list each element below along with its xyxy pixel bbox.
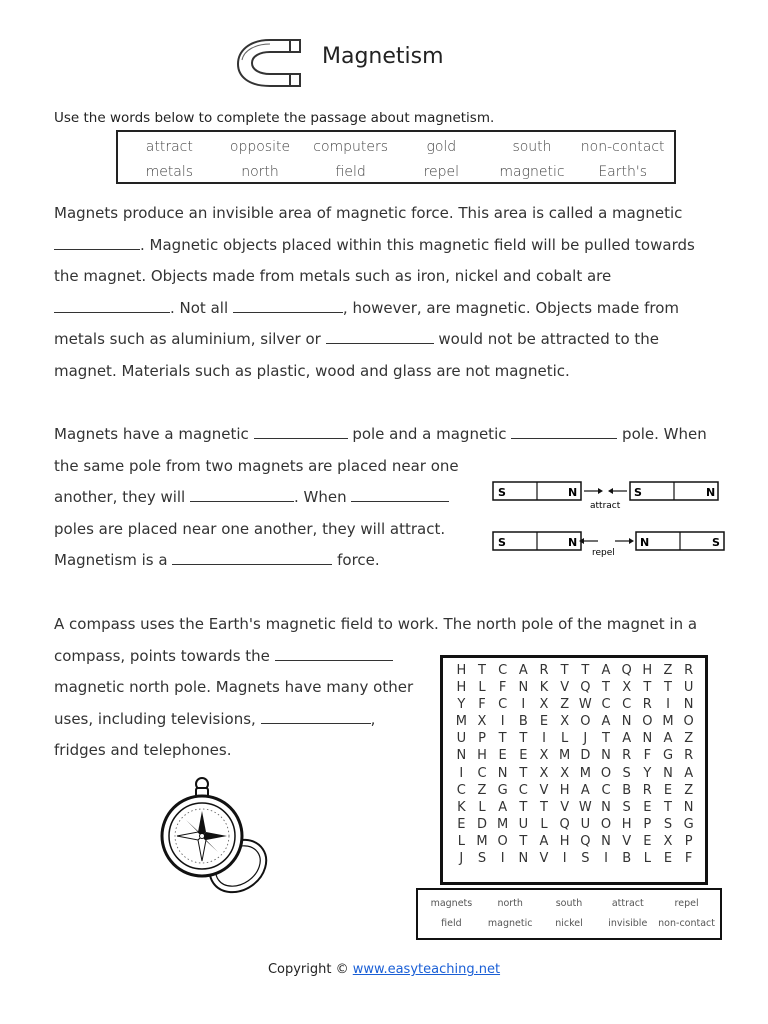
passage-text: would not be attracted to the [438, 330, 660, 348]
passage-text: compass, points towards the [54, 646, 270, 665]
word-search-letter[interactable]: M [497, 816, 509, 832]
word-search-letter[interactable]: P [684, 833, 693, 849]
word-search-word: magnetic [487, 918, 533, 929]
word-search-letter[interactable]: A [580, 782, 590, 798]
answer-blank[interactable] [54, 233, 140, 250]
word-search-letter[interactable]: A [684, 765, 694, 781]
word-bank-item: repel [423, 164, 460, 180]
word-search-word: field [441, 918, 462, 929]
passage-text: pole. When [622, 425, 707, 443]
word-search-letter[interactable]: M [476, 833, 488, 849]
word-bank-item: north [241, 164, 279, 180]
word-search-letter[interactable]: N [621, 714, 632, 730]
word-search-letter[interactable]: E [539, 714, 549, 730]
word-search-letter[interactable]: K [539, 680, 549, 696]
word-search-letter[interactable]: T [643, 680, 652, 696]
word-search-letter[interactable]: O [497, 833, 508, 849]
word-bank [116, 130, 676, 184]
word-search-letter[interactable]: A [518, 663, 528, 678]
word-search-letter[interactable]: J [459, 851, 464, 867]
word-search-letter[interactable]: R [684, 748, 694, 764]
pole-label: N [640, 536, 650, 549]
answer-blank[interactable] [326, 327, 434, 344]
word-search-letter[interactable]: R [642, 697, 652, 713]
copyright-text: Copyright © [267, 962, 349, 977]
word-search-letter[interactable]: I [459, 765, 464, 781]
word-search-letter[interactable]: T [519, 833, 528, 849]
word-search-letter[interactable]: A [601, 714, 611, 730]
passage-text: metals such as aluminium, silver or [54, 330, 321, 348]
word-search-letter[interactable]: A [663, 731, 673, 747]
word-search-letter[interactable]: P [643, 816, 652, 832]
word-search-letter[interactable]: T [478, 663, 486, 678]
word-search-letter[interactable]: S [622, 799, 631, 815]
passage-field [54, 198, 714, 387]
passage-text: magnet. Materials such as plastic, wood and glass are not magnetic. [54, 361, 570, 380]
word-search-letter[interactable]: Y [457, 697, 466, 713]
word-search-letter[interactable]: C [601, 697, 611, 713]
repel-label: repel [592, 548, 615, 558]
pole-label: N [568, 536, 578, 549]
pole-label: S [712, 536, 720, 549]
word-search-letter[interactable]: N [642, 731, 653, 747]
word-search-letter[interactable]: G [683, 816, 694, 832]
word-search-letter[interactable]: I [521, 697, 526, 713]
word-search-letter[interactable]: E [643, 833, 652, 849]
word-search-letter[interactable]: C [622, 697, 632, 713]
word-search-letter[interactable]: E [663, 782, 673, 798]
word-search-letter[interactable]: M [662, 714, 674, 730]
word-search-letter[interactable]: O [600, 816, 612, 832]
word-search-letter[interactable]: E [519, 748, 528, 764]
word-search-letter[interactable]: E [643, 799, 652, 815]
word-search-letter[interactable]: T [498, 731, 507, 747]
word-search-letter[interactable]: R [539, 663, 549, 678]
passage-text: . Not all [170, 298, 229, 317]
word-search-word: north [497, 898, 523, 909]
word-search-letter[interactable]: F [684, 851, 693, 867]
passage-text: Magnets have a magnetic [54, 425, 249, 443]
word-search-letter[interactable]: V [539, 782, 549, 798]
word-search-letter[interactable]: O [600, 765, 612, 781]
word-search-letter[interactable]: R [622, 748, 632, 764]
word-search-letter[interactable]: T [664, 680, 672, 696]
pole-label: N [568, 486, 578, 499]
word-search-letter[interactable]: X [663, 833, 673, 849]
answer-blank[interactable] [351, 485, 449, 502]
word-search-letter[interactable]: N [497, 765, 508, 781]
word-search-letter[interactable]: K [457, 799, 466, 815]
magnet-pair-attract [493, 482, 718, 511]
word-search-letter[interactable]: V [560, 799, 570, 815]
word-search-letter[interactable]: M [579, 765, 591, 781]
word-search-letter[interactable]: R [642, 782, 652, 798]
answer-blank[interactable] [190, 485, 294, 502]
word-search-word: repel [674, 898, 699, 909]
word-search-word: attract [611, 898, 644, 909]
word-search-letter[interactable]: N [518, 680, 529, 696]
word-search-word: invisible [608, 918, 648, 929]
word-search-letter[interactable]: B [622, 851, 632, 867]
word-search-letter[interactable]: X [539, 765, 549, 781]
word-search-letter[interactable]: I [666, 697, 670, 713]
word-bank-item: south [512, 139, 552, 155]
passage-text: Magnets produce an invisible area of magnetic force. This area is called a magnetic [54, 204, 683, 222]
word-search-letter[interactable]: F [643, 748, 652, 764]
word-search-letter[interactable]: H [642, 663, 653, 678]
word-search-letter[interactable]: F [478, 697, 486, 713]
word-search-letter[interactable]: I [500, 714, 505, 730]
answer-blank[interactable] [275, 644, 393, 661]
word-search-letter[interactable]: Z [663, 663, 673, 678]
word-search-letter[interactable]: A [601, 663, 611, 678]
word-search-letter[interactable]: H [456, 663, 467, 678]
word-search-letter[interactable]: O [642, 714, 653, 730]
word-search-letter[interactable]: T [519, 799, 528, 815]
word-search-letter[interactable]: A [622, 731, 632, 747]
passage-text: the same pole from two magnets are placed near one [54, 456, 459, 475]
word-search-word: non-contact [658, 918, 715, 929]
passage-text: another, they will [54, 488, 186, 506]
passage-text: A compass uses the Earth's magnetic field to work. The north pole of the magnet in a [54, 615, 698, 633]
word-search-letter[interactable]: H [559, 833, 570, 849]
passage-text: . When [294, 488, 347, 506]
passage-text: fridges and telephones. [54, 741, 232, 759]
word-search-letter[interactable]: X [539, 748, 549, 764]
word-search-letter[interactable]: D [476, 816, 487, 832]
word-bank-item: non-contact [580, 139, 665, 155]
word-search-letter[interactable]: Z [560, 697, 570, 713]
passage-text: force. [337, 551, 380, 569]
word-search-letter[interactable]: T [602, 731, 610, 747]
word-bank-item: metals [145, 164, 194, 180]
passage-text: . Magnetic objects placed within this magnetic field will be pulled towards [140, 235, 695, 254]
word-search-letter[interactable]: C [498, 697, 508, 713]
word-search-letter[interactable]: Z [477, 782, 487, 798]
bar-magnet-diagram [490, 478, 730, 558]
word-search-letter[interactable]: Q [580, 680, 591, 696]
word-search-letter[interactable]: G [497, 782, 508, 798]
passage-text: pole and a magnetic [352, 425, 507, 443]
attract-label: attract [590, 501, 621, 511]
word-search-letter[interactable]: U [683, 680, 694, 696]
passage-text: , [370, 709, 376, 728]
word-search-letter[interactable]: H [456, 680, 467, 696]
word-search-letter[interactable]: X [560, 765, 570, 781]
word-search-letter[interactable]: R [684, 663, 694, 678]
word-search-letter[interactable]: T [519, 731, 528, 747]
word-search-letter[interactable]: L [561, 731, 569, 747]
word-search-letter[interactable]: J [583, 731, 588, 747]
word-search-letter[interactable]: I [562, 851, 567, 867]
answer-blank[interactable] [233, 296, 343, 313]
word-search-letter[interactable]: N [663, 765, 673, 781]
word-search-letter[interactable]: E [457, 816, 466, 832]
word-search-letter[interactable]: L [540, 816, 548, 832]
pole-label: S [498, 536, 506, 549]
word-bank-item: field [335, 164, 366, 180]
word-search-letter[interactable]: U [580, 816, 591, 832]
word-search-letter[interactable]: O [580, 714, 591, 730]
word-search-letter[interactable]: C [477, 765, 487, 781]
word-search-letter[interactable]: I [604, 851, 608, 867]
passage-text: poles are placed near one another, they will attract. [54, 519, 446, 538]
word-bank-item: Earth's [598, 164, 647, 180]
word-search-letter[interactable]: T [664, 799, 672, 815]
word-search-letter[interactable]: C [456, 782, 466, 798]
word-search-letter[interactable]: C [518, 782, 528, 798]
word-search-letter[interactable]: H [559, 782, 570, 798]
word-search-letter[interactable]: N [683, 799, 694, 815]
word-search-letter[interactable]: V [560, 680, 570, 696]
word-search-letter[interactable]: P [478, 731, 486, 747]
word-search-letter[interactable]: T [602, 680, 610, 696]
word-search-letter[interactable]: X [539, 697, 549, 713]
word-search-word: south [555, 898, 583, 909]
word-bank-item: opposite [229, 139, 291, 155]
word-search-letter[interactable]: W [578, 799, 592, 815]
magnet-pair-repel [493, 532, 724, 558]
word-search-word-bank [416, 888, 722, 940]
passage-text: Magnetism is a [54, 551, 168, 569]
word-search-letter[interactable]: N [601, 748, 611, 764]
word-search-letter[interactable]: O [683, 714, 694, 730]
page-title: Magnetism [322, 44, 444, 69]
answer-blank[interactable] [172, 548, 332, 565]
word-search-letter[interactable]: N [518, 851, 529, 867]
word-search-letter[interactable]: V [539, 851, 549, 867]
word-search-letter[interactable]: N [601, 799, 611, 815]
word-search-letter[interactable]: B [518, 714, 528, 730]
horseshoe-magnet-icon [230, 32, 310, 92]
passage-text: the magnet. Objects made from metals such as iron, nickel and cobalt are [54, 267, 612, 285]
word-bank-item: gold [426, 139, 457, 155]
answer-blank[interactable] [511, 422, 617, 439]
passage-text: magnetic north pole. Magnets have many other [54, 678, 414, 696]
word-search-letter[interactable]: H [477, 748, 487, 764]
word-search-letter[interactable]: N [683, 697, 694, 713]
word-search-letter[interactable]: I [542, 731, 546, 747]
word-search-letter[interactable]: X [560, 714, 570, 730]
word-search-letter[interactable]: S [663, 816, 673, 832]
word-search-letter[interactable]: U [456, 731, 467, 747]
word-search-letter[interactable]: H [621, 816, 632, 832]
word-search-letter[interactable]: N [456, 748, 467, 764]
word-search-letter[interactable]: S [622, 765, 631, 781]
word-search-letter[interactable]: T [581, 663, 590, 678]
word-search-letter[interactable]: Q [580, 833, 591, 849]
copyright-footer [0, 962, 768, 977]
compass-icon [150, 776, 272, 900]
word-search-word: magnets [430, 898, 473, 909]
passage-text: uses, including televisions, [54, 709, 256, 728]
word-search-letter[interactable]: M [559, 748, 571, 764]
word-search-letter[interactable]: E [498, 748, 507, 764]
word-search-letter[interactable]: L [478, 680, 486, 696]
word-search-letter[interactable]: Q [621, 663, 632, 678]
word-search-letter[interactable]: A [539, 833, 549, 849]
word-search-letter[interactable]: L [643, 851, 651, 867]
word-search-letter[interactable]: T [540, 799, 548, 815]
word-search-letter[interactable]: X [477, 714, 487, 730]
word-search-letter[interactable]: N [601, 833, 611, 849]
word-search-letter[interactable]: L [478, 799, 486, 815]
word-search-letter[interactable]: B [622, 782, 632, 798]
answer-blank[interactable] [261, 707, 371, 724]
pole-label: S [634, 486, 642, 499]
word-search-letter[interactable]: C [498, 663, 508, 678]
word-search-letter[interactable]: T [519, 765, 528, 781]
word-search-letter[interactable]: M [455, 714, 467, 730]
word-search-letter[interactable]: Y [643, 765, 652, 781]
answer-blank[interactable] [254, 422, 348, 439]
website-link[interactable]: www.easyteaching.net [352, 962, 501, 977]
passage-text: , however, are magnetic. Objects made from [342, 298, 680, 317]
answer-blank[interactable] [54, 296, 170, 313]
word-search-word: nickel [555, 918, 583, 929]
instructions-text: Use the words below to complete the passage about magnetism. [54, 110, 495, 126]
word-search-grid [440, 655, 708, 885]
word-search-letter[interactable]: S [581, 851, 590, 867]
word-search-letter[interactable]: I [500, 851, 505, 867]
word-search-letter[interactable]: S [477, 851, 487, 867]
word-bank-item: magnetic [499, 164, 565, 180]
word-search-letter[interactable]: E [663, 851, 673, 867]
word-search-letter[interactable]: Z [684, 782, 694, 798]
word-search-letter[interactable]: W [578, 697, 592, 713]
word-search-letter[interactable]: X [622, 680, 632, 696]
word-search-letter[interactable]: U [518, 816, 529, 832]
word-search-letter[interactable]: L [457, 833, 465, 849]
word-search-letter[interactable]: A [498, 799, 508, 815]
word-bank-item: computers [313, 139, 389, 155]
word-search-letter[interactable]: T [560, 663, 569, 678]
word-search-letter[interactable]: Q [559, 816, 570, 832]
pole-label: N [706, 486, 716, 499]
word-search-letter[interactable]: V [622, 833, 632, 849]
word-bank-item: attract [145, 139, 193, 155]
word-search-letter[interactable]: G [662, 748, 674, 764]
word-search-letter[interactable]: Z [684, 731, 694, 747]
word-search-letter[interactable]: F [498, 680, 507, 696]
pole-label: S [498, 486, 506, 499]
word-search-letter[interactable]: D [580, 748, 591, 764]
word-search-letter[interactable]: C [601, 782, 611, 798]
